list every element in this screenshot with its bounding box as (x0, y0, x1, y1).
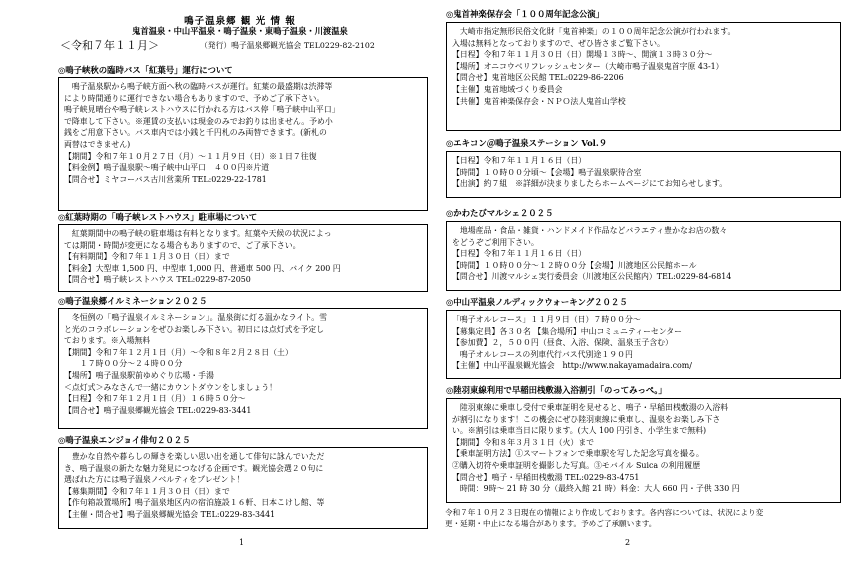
text-line: をどうぞご利用下さい。 (452, 237, 539, 247)
text-line: 【日程】令和７年１１月３０日（日）開場１３時〜、開演１３時３０分〜 (452, 50, 713, 60)
text-line: 陸羽東線に乗車し受付で乗車証明を見せると、鳴子・早稲田桟敷湯の入浴料 (459, 403, 729, 412)
text-line: 選ばれた方には鳴子温泉ノベルティをプレゼント！ (64, 475, 245, 485)
section-title-ekicon: ◎エキコン＠鳴子温泉ステーション Vol.９ (446, 138, 608, 148)
text-line: 【時間】１０時００分頃〜【会場】鳴子温泉駅待合室 (452, 167, 642, 177)
text-line: 鳴子温泉駅から鳴子峡方面へ秋の臨時バスが運行。紅葉の最盛期は渋滞等 (71, 82, 333, 91)
text-line: 【問合せ】鬼首地区公民館 TEL:0229-86-2206 (452, 73, 624, 83)
text-line: 【募集定員】各３０名 【集合場所】中山コミュニティーセンター (452, 326, 683, 336)
text-line: ②購入切符や乗車証明を撮影した写真。③モバイル Suica の利用履歴 (452, 460, 701, 470)
issue-month: ＜令和７年１１月＞ (60, 39, 159, 52)
text-line: 【主催】鬼首地域づくり委員会 (452, 84, 563, 94)
text-line: 【料金】大型車 1,500 円、中型車 1,000 円、普通車 500 円、バイク 200 円 (64, 263, 341, 273)
publisher-info: （発行）鳴子温泉郷観光協会 TEL0229-82-2102 (200, 41, 375, 50)
section-box-nordic (446, 310, 841, 379)
newsletter-subtitle: 鬼首温泉・中山平温泉・鳴子温泉・東鳴子温泉・川渡温泉 (132, 26, 348, 36)
text-line: で降車して下さい。※運賃の支払いは現金のみでお釣りは出ません。予め小 (64, 116, 333, 126)
text-line: 【募集期間】令和７年１１月３０日（日）まで (64, 486, 230, 496)
section-title-kagura: ◎鬼首神楽保存会「１００周年記念公演」 (446, 9, 605, 19)
section-title-illumination: ◎鳴子温泉郷イルミネーション２０２５ (58, 296, 208, 306)
text-line: 【問合せ】川渡マルシェ実行委員会（川渡地区公民館内）TEL:0229-84-6814 (452, 272, 732, 282)
text-line: 【問合せ】ミヤコーバス古川営業所 TEL:0229-22-1781 (64, 174, 267, 184)
text-line: １７時００分〜２４時００分 (79, 359, 183, 369)
text-line: 「鳴子オルレコース」１１月９日（日）７時００分〜 (452, 315, 641, 324)
text-line: 【乗車証明方法】①スマートフォンで乗車駅を写した記念写真を撮る。 (452, 449, 704, 459)
section-box-ekicon (446, 151, 841, 198)
text-line: 【日程】令和７年１１月１６日（日） (452, 249, 587, 259)
text-line: 【料金例】鳴子温泉駅〜鳴子峡中山平口 ４００円※片道 (64, 163, 270, 173)
text-line: 【日程】令和７年１１月１６日（日） (452, 156, 587, 165)
text-line: により時間通りに運行できない場合もありますので、予めご了承下さい。 (64, 93, 325, 103)
text-line: が割引になります！この機会にぜひ陸羽東線に乗車し、温泉をお楽しみ下さ (452, 414, 721, 424)
section-box-bus (58, 77, 428, 211)
text-line: 【日程】令和７年１２月１日（月）１６時５０分〜 (64, 394, 246, 404)
section-title-haiku: ◎鳴子温泉エンジョイ俳句２０２５ (58, 435, 191, 445)
text-line: 【問合せ】鳴子温泉郷観光協会 TEL:0229-83-3441 (64, 405, 252, 415)
text-line: 豊かな自然や暮らしの輝きを楽しい思い出を通して俳句に詠んでいただ (71, 452, 325, 461)
section-box-haiku (58, 447, 428, 529)
text-line: 紅葉期間中の鳴子峡の駐車場は有料となります。紅葉や天候の状況によっ (71, 229, 332, 238)
page-number-right: 2 (625, 538, 631, 547)
text-line: 【出演】約７組 ※詳細が決まりましたらホームページにてお知らせします。 (452, 179, 728, 189)
text-line: 時間：9時〜 21 時 30 分（最終入館 21 時）料金：大人 660 円・子供 330 円 (459, 484, 740, 494)
text-line: 入場は無料となっておりますので、ぜひ皆さまご覧下さい。 (452, 38, 665, 48)
text-line: き、鳴子温泉の新たな魅力発見につなげる企画です。観光協会選２０句に (64, 463, 324, 473)
text-line: 地場産品・食品・雑貨・ハンドメイド作品などバラエティ豊かなお店の数々 (459, 226, 728, 235)
text-line: 【場所】オニコウベリフレッシュセンター（大崎市鳴子温泉鬼首字原 43-1） (452, 61, 724, 71)
text-line: 鳴子オルレコースの列車代行バス代別途１９０円 (459, 349, 633, 359)
text-line: 両替はできません) (64, 139, 131, 149)
section-title-rikuu: ◎陸羽東線利用で早稲田桟敷湯入浴割引「のってみっぺ。」 (446, 385, 667, 395)
text-line: 【問合せ】鳴子・早稲田桟敷湯 TEL:0229-83-4751 (452, 472, 640, 482)
text-line: と光のコラボレーションをぜひお楽しみ下さい。初日には点灯式を予定し (64, 324, 325, 334)
text-line: 【共催】鬼首神楽保存会・ＮＰＯ法人鬼首山学校 (452, 96, 626, 106)
text-line: 【有料期間】令和７年１１月３０日（日）まで (64, 252, 230, 262)
text-line: 【期間】令和７年１０月２７日（月）〜１１月９日（日）※１日７往復 (64, 151, 317, 161)
text-line: ては期間・時間が変更になる場合もありますので、ご了承下さい。 (64, 240, 301, 250)
section-box-rikuu (446, 398, 841, 503)
text-line: 【場所】鳴子温泉駅前ゆめぐり広場・手湯 (64, 370, 214, 380)
text-line: 大崎市指定無形民俗文化財「鬼首神楽」の１００周年記念公演が行われます。 (459, 27, 736, 36)
text-line: 【問合せ】鳴子峡レストハウス TEL:0229-87-2050 (64, 275, 251, 285)
page-number-left: 1 (239, 538, 245, 547)
text-line: 【期間】令和８年３月３１日（火）まで (452, 437, 595, 447)
text-line: 冬恒例の「鳴子温泉イルミネーション」。温泉街に灯る温かなライト。雪 (71, 313, 328, 322)
text-line: 【作句箱設置場所】鳴子温泉地区内の宿泊施設１６軒、日本こけし館、等 (64, 498, 325, 508)
text-line: 銭をご用意下さい。バス車内では小銭と千円札のみ両替できます。(新札の (64, 128, 327, 138)
section-title-nordic: ◎中山平温泉ノルディックウォーキング２０２５ (446, 297, 628, 307)
section-box-marche (446, 221, 841, 291)
text-line: 【期間】令和７年１２月１日（月）〜令和８年２月２８日（土） (64, 347, 293, 357)
text-line: 【主催・問合せ】鳴子温泉郷観光協会 TEL:0229-83-3441 (64, 509, 276, 519)
text-line: ております。※入場無料 (64, 336, 151, 346)
section-box-illumination (58, 308, 428, 429)
section-box-kagura (446, 22, 841, 131)
text-line: 【主催】中山平温泉観光協会 http://www.nakayamadaira.com/ (452, 361, 692, 371)
section-title-parking: ◎紅葉時期の「鳴子峡レストハウス」駐車場について (58, 212, 258, 222)
footer-note-line: 更・延期・中止になる場合があります。予めご了承願います。 (445, 519, 657, 528)
text-line: 鳴子峡見晴台や鳴子峡レストハウスに行かれる方はバス停「鳴子峡中山平口」 (64, 105, 340, 115)
text-line: ＜点灯式＞みなさんで一緒にカウントダウンをしましょう！ (64, 382, 278, 392)
section-title-bus: ◎鳴子峡秋の臨時バス「紅葉号」運行について (58, 65, 233, 75)
footer-note-line: 令和７年１０月２３日現在の情報により作成しております。各内容については、状況により変 (445, 508, 764, 517)
section-title-marche: ◎かわたびマルシェ２０２５ (446, 208, 554, 218)
newsletter-title: 鳴子温泉郷 観 光 情 報 (184, 16, 296, 27)
footer-note (445, 507, 840, 529)
section-box-parking (58, 224, 428, 292)
text-line: 【参加費】２，５００円（昼食、入浴、保険、温泉玉子含む） (452, 338, 673, 348)
text-line: 【時間】１０時００分〜１２時００分【会場】川渡地区公民館ホール (452, 260, 697, 270)
text-line: い。※割引は乗車当日に限ります。(大人 100 円引き、小学生まで無料) (452, 426, 707, 436)
